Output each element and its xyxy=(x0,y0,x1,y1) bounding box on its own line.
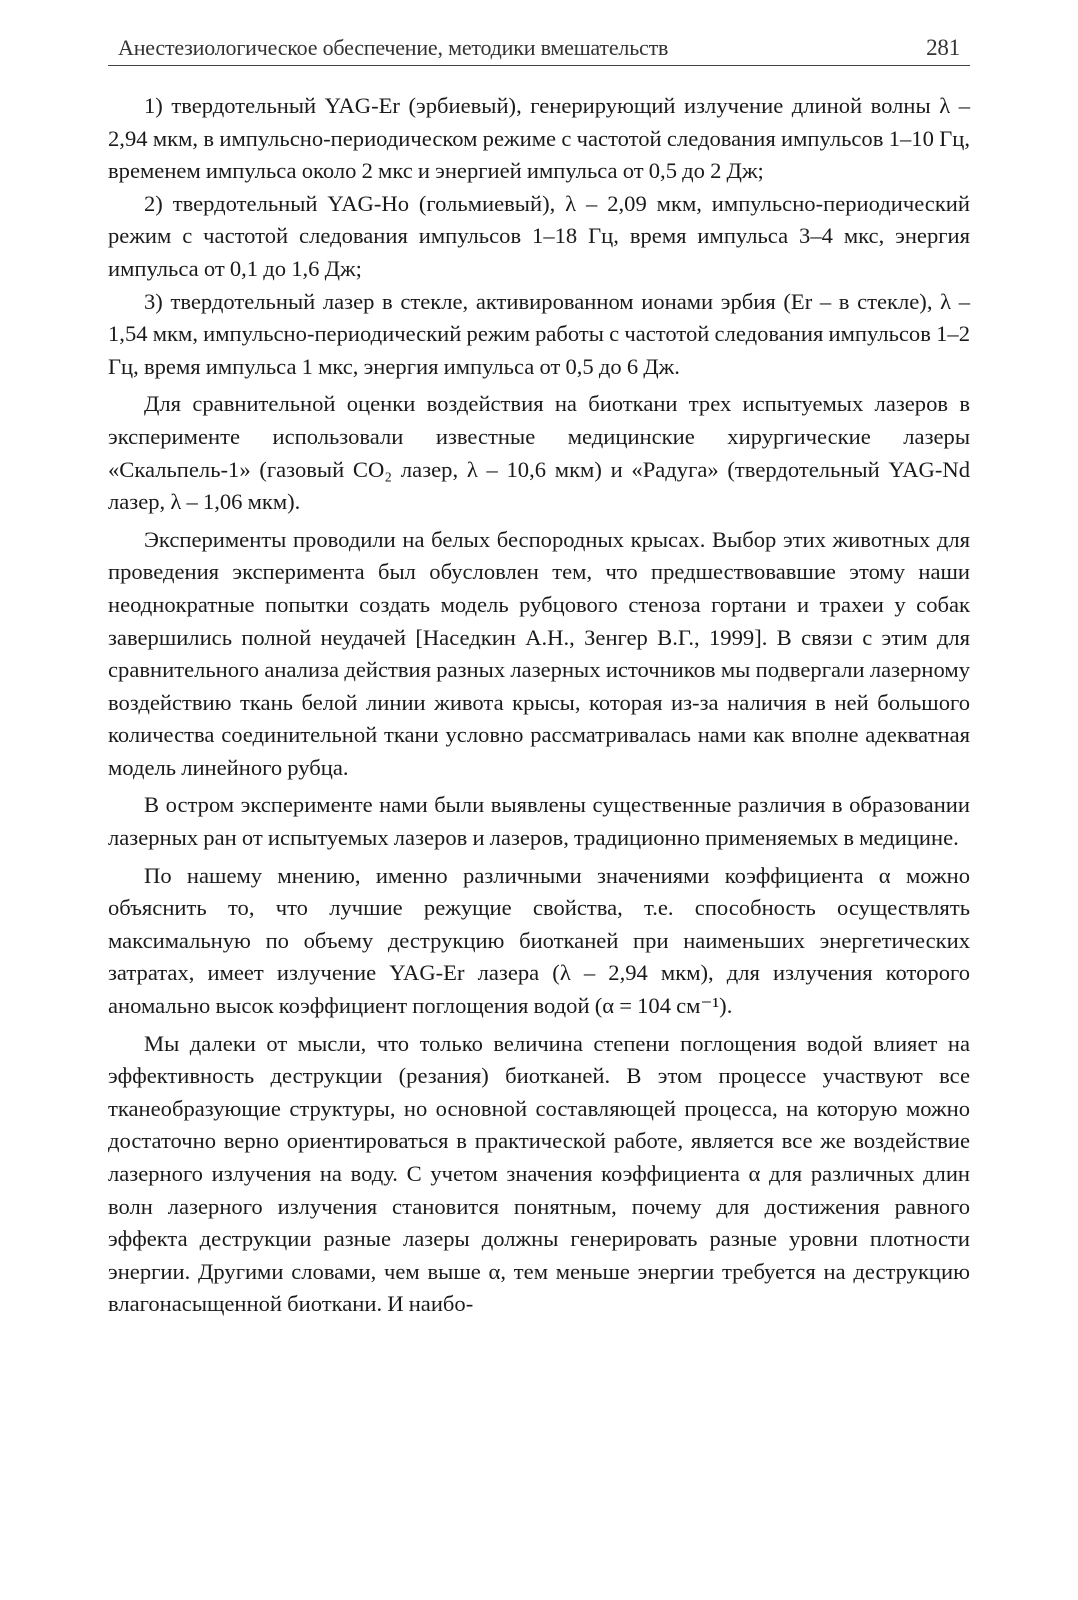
book-page xyxy=(108,34,970,1326)
list-item-2: 2) твердотельный YAG-Ho (гольмиевый), λ – 2,09 мкм, импульсно-периодический режим с частотой следования импульсов 1–18 Гц, время импульса 3–4 мкс, энергия импульса от 0,1 до 1,6 Дж; xyxy=(108,190,970,281)
list-item-3: 3) твердотельный лазер в стекле, активированном ионами эрбия (Er – в стекле), λ – 1,54 мкм, импульсно-периодический режим работы с частотой следования импульсов 1–2 Гц, время импульса 1 мкс, энергия импульса от 0,5 до 6 Дж. xyxy=(108,288,970,379)
list-item-1: 1) твердотельный YAG-Er (эрбиевый), генерирующий излучение длиной волны λ – 2,94 мкм, в импульсно-периодическом режиме с частотой следования импульсов 1–10 Гц, временем импульса около 2 мкс и энергией импульса от 0,5 до 2 Дж; xyxy=(108,93,970,184)
body-text xyxy=(108,90,970,1321)
paragraph: Мы далеки от мысли, что только величина степени поглощения водой влияет на эффективность деструкции (резания) биотканей. В этом процессе участвуют все тканеобразующие структуры, но основной составляющей процесса, на которую можно достаточно верно ориентироваться в практической работе, является все же воздействие лазерного излучения на воду. С учетом значения коэффициента α для различных длин волн лазерного излучения становится понятным, почему для достижения равного эффекта деструкции разные лазеры должны генерировать разные уровни плотности энергии. Другими словами, чем выше α, тем меньше энергии требуется на деструкцию влагонасыщенной биоткани. И наибо- xyxy=(108,1030,970,1317)
paragraph: По нашему мнению, именно различными значениями коэффициента α можно объяснить то, что лучшие режущие свойства, т.е. способность осуществлять максимальную по объему деструкцию биотканей при наименьших энергетических затратах, имеет излучение YAG-Er лазера (λ – 2,94 мкм), для излучения которого аномально высок коэффициент поглощения водой (α = 104 см⁻¹). xyxy=(108,862,970,1019)
page-number: 281 xyxy=(926,35,960,60)
paragraph: Для сравнительной оценки воздействия на биоткани трех испытуемых лазеров в эксперименте использовали известные медицинские хирургические лазеры «Скальпель-1» (газовый CO₂ лазер, λ – 10,6 мкм) и «Радуга» (твердотельный YAG-Nd лазер, λ – 1,06 мкм). xyxy=(108,391,970,515)
running-title: Анестезиологическое обеспечение, методики вмешательств xyxy=(118,35,669,60)
paragraph: Эксперименты проводили на белых беспородных крысах. Выбор этих животных для проведения эксперимента был обусловлен тем, что предшествовавшие этому наши неоднократные попытки создать модель рубцового стеноза гортани и трахеи у собак завершились полной неудачей [Наседкин А.Н., Зенгер В.Г., 1999]. В связи с этим для сравнительного анализа действия разных лазерных источников мы подвергали лазерному воздействию ткань белой линии живота крысы, которая из-за наличия в ней большого количества соединительной ткани условно рассматривалась нами как вполне адекватная модель линейного рубца. xyxy=(108,526,970,780)
paragraph: В остром эксперименте нами были выявлены существенные различия в образовании лазерных ран от испытуемых лазеров и лазеров, традиционно применяемых в медицине. xyxy=(108,792,970,851)
running-header xyxy=(108,34,970,66)
